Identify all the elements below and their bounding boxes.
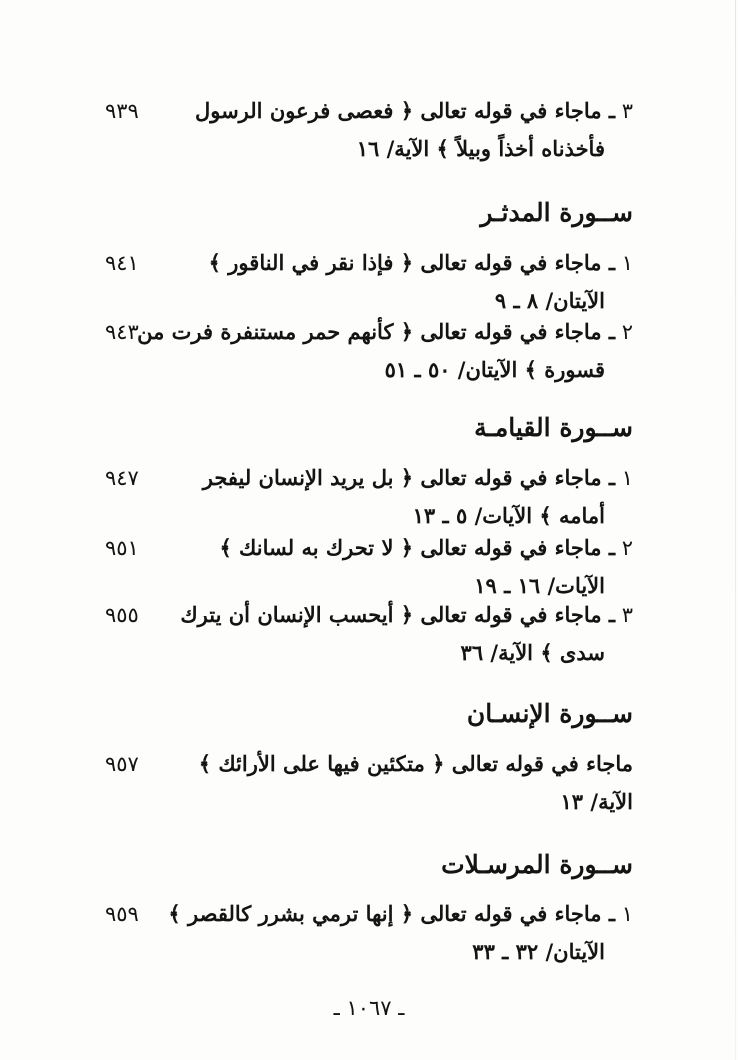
section-title: ســورة المدثـر: [480, 198, 633, 227]
entry-first-line: [105, 745, 633, 783]
entry-number: ٢: [621, 320, 633, 344]
entry-page: ٩٣٩: [105, 99, 139, 123]
section-title: ســورة المرسـلات: [441, 850, 633, 879]
index-entry: [105, 244, 633, 320]
entry-text: ـ ماجاء في قوله تعالى ﴿ بل يريد الإنسان ليفجر: [202, 465, 616, 490]
entry-number: ١: [621, 466, 633, 490]
entry-text-cont: الآيات/ ١٦ ـ ١٩: [474, 573, 605, 598]
entry-text: ـ ماجاء في قوله تعالى ﴿ فعصى فرعون الرسول: [194, 98, 616, 123]
entry-text-cont: الآيتان/ ٨ ـ ٩: [494, 288, 605, 313]
entry-text: ـ ماجاء في قوله تعالى ﴿ فإذا نقر في الناقور ﴾: [208, 250, 616, 275]
section-title: ســورة القيامـة: [474, 413, 633, 442]
entry-text-cont: الآية/ ١٣: [560, 789, 633, 814]
index-entry: [105, 92, 633, 168]
entry-text: ـ ماجاء في قوله تعالى ﴿ أيحسب الإنسان أن يترك: [180, 602, 616, 627]
entry-first-line: [105, 92, 633, 130]
entry-number: ٢: [621, 536, 633, 560]
entry-text: ـ ماجاء في قوله تعالى ﴿ كأنهم حمر مستنفرة فرت من: [137, 319, 616, 344]
entry-second-line: [105, 783, 633, 821]
entry-text-cont: الآيتان/ ٣٢ ـ ٣٣: [472, 939, 605, 964]
entry-page: ٩٥٩: [105, 902, 139, 926]
entry-text-cont: قسورة ﴾ الآيتان/ ٥٠ ـ ٥١: [384, 357, 605, 382]
entry-page: ٩٤٣: [105, 320, 139, 344]
index-entry: [105, 459, 633, 535]
entry-number: ٣: [621, 603, 633, 627]
entry-first-line: [105, 313, 633, 351]
entry-text: ـ ماجاء في قوله تعالى ﴿ لا تحرك به لسانك ﴾: [219, 535, 616, 560]
page-edge: [735, 0, 736, 1060]
entry-first-line: [105, 895, 633, 933]
entry-page: ٩٤١: [105, 251, 139, 275]
entry-second-line: [105, 130, 633, 168]
entry-second-line: [105, 634, 633, 672]
entry-text-cont: أمامه ﴾ الآيات/ ٥ ـ ١٣: [412, 503, 605, 528]
entry-number: ٣: [621, 99, 633, 123]
index-entry: [105, 895, 633, 971]
page-number: ـ ١٠٦٧ ـ: [333, 996, 405, 1020]
index-entry: [105, 745, 633, 821]
entry-first-line: [105, 244, 633, 282]
entry-text: ماجاء في قوله تعالى ﴿ متكئين فيها على الأرائك ﴾: [198, 751, 633, 776]
entry-page: ٩٥٧: [105, 752, 139, 776]
entry-number: ١: [621, 902, 633, 926]
entry-first-line: [105, 529, 633, 567]
entry-text-cont: سدى ﴾ الآية/ ٣٦: [460, 640, 605, 665]
entry-text-cont: فأخذناه أخذاً وبيلاً ﴾ الآية/ ١٦: [356, 136, 605, 161]
section-title: ســورة الإنسـان: [466, 699, 633, 728]
entry-first-line: [105, 596, 633, 634]
entry-first-line: [105, 459, 633, 497]
index-entry: [105, 596, 633, 672]
entry-page: ٩٥٥: [105, 603, 139, 627]
entry-second-line: [105, 933, 633, 971]
entry-page: ٩٥١: [105, 536, 139, 560]
index-entry: [105, 313, 633, 389]
entry-second-line: [105, 351, 633, 389]
entry-text: ـ ماجاء في قوله تعالى ﴿ إنها ترمي بشرر كالقصر ﴾: [168, 901, 616, 926]
index-entry: [105, 529, 633, 605]
entry-number: ١: [621, 251, 633, 275]
entry-page: ٩٤٧: [105, 466, 139, 490]
